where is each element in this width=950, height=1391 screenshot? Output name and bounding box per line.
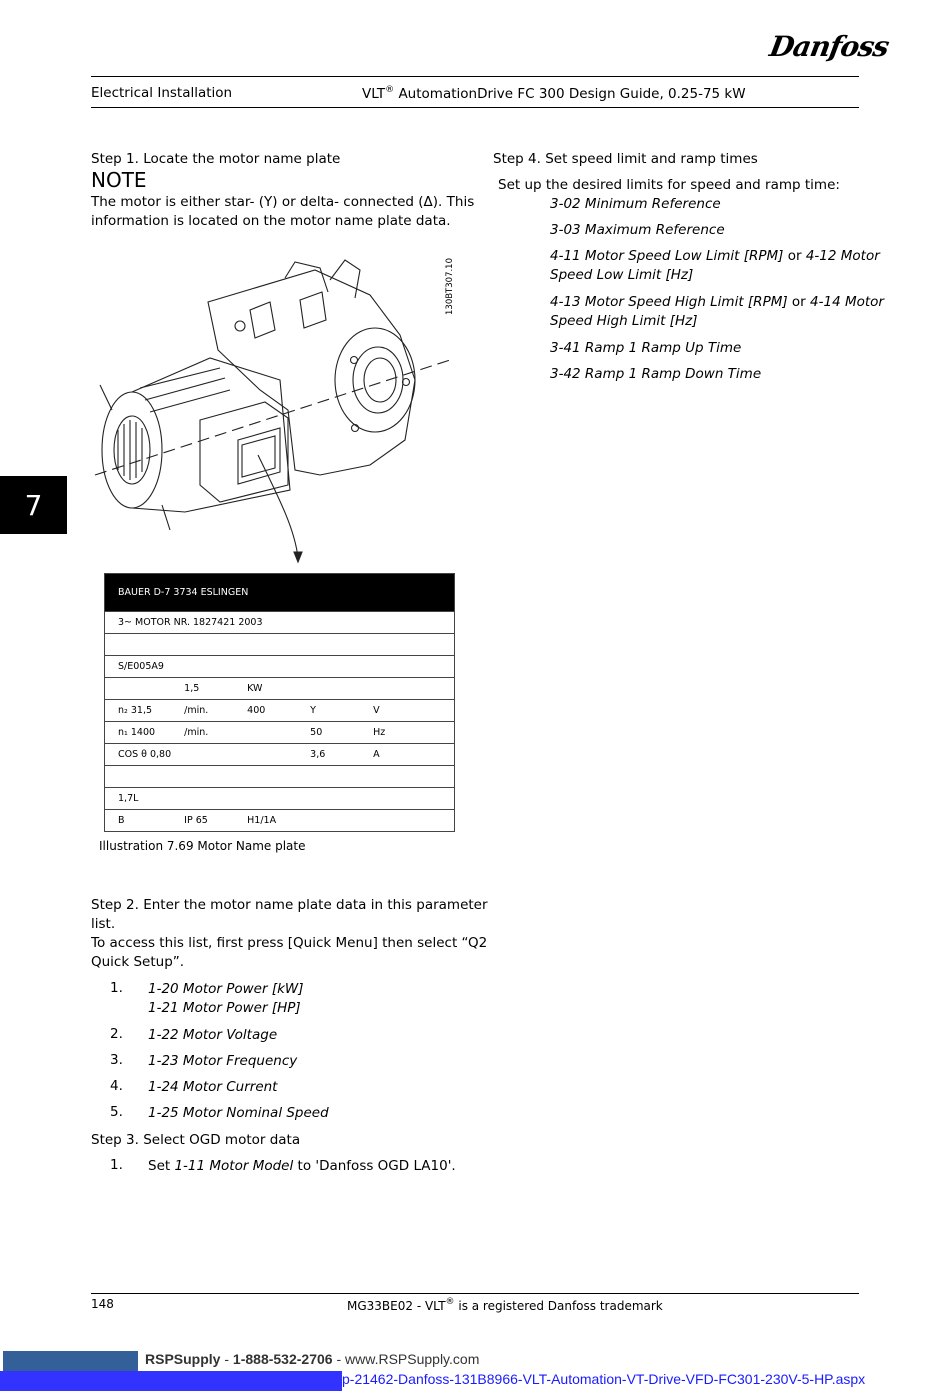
cell: Y bbox=[297, 700, 360, 722]
page-number: 148 bbox=[91, 1297, 114, 1311]
param-1-22: 1-22 Motor Voltage bbox=[148, 1027, 278, 1043]
cell bbox=[234, 744, 297, 766]
cell bbox=[105, 766, 455, 788]
param-4-12-cont: Speed Low Limit [Hz] bbox=[550, 267, 694, 283]
cell: 400 bbox=[234, 700, 297, 722]
cell: Hz bbox=[360, 722, 454, 744]
cell: /min. bbox=[171, 700, 234, 722]
rsp-contact: RSPSupply - 1-888-532-2706 - www.RSPSupply.com bbox=[145, 1351, 480, 1367]
cell bbox=[105, 634, 455, 656]
cell bbox=[105, 678, 172, 700]
list-number: 2. bbox=[110, 1026, 123, 1042]
list-number: 1. bbox=[110, 980, 123, 996]
step1-heading: Step 1. Locate the motor name plate bbox=[91, 151, 341, 167]
rsp-product-link[interactable] bbox=[0, 1371, 950, 1391]
cell bbox=[360, 810, 454, 832]
cell: n₂ 31,5 bbox=[105, 700, 172, 722]
note-line-2: information is located on the motor name plate data. bbox=[91, 213, 451, 229]
cell: n₁ 1400 bbox=[105, 722, 172, 744]
cell: 3~ MOTOR NR. 1827421 2003 bbox=[105, 612, 455, 634]
cell bbox=[234, 722, 297, 744]
param-4-11-line: 4-11 Motor Speed Low Limit [RPM] or 4-12 Motor bbox=[550, 248, 880, 264]
danfoss-logo: Danfoss bbox=[767, 30, 891, 63]
product-url[interactable]: p-21462-Danfoss-131B8966-VLT-Automation-VT-Drive-VFD-FC301-230V-5-HP.aspx bbox=[342, 1371, 866, 1387]
header-bottom-rule bbox=[91, 107, 859, 108]
cell: B bbox=[105, 810, 172, 832]
note-title: NOTE bbox=[91, 168, 147, 192]
step3-heading: Step 3. Select OGD motor data bbox=[91, 1132, 301, 1148]
cell: S/E005A9 bbox=[105, 656, 455, 678]
param-4-13-line: 4-13 Motor Speed High Limit [RPM] or 4-14 Motor bbox=[550, 294, 884, 310]
chapter-tab: 7 bbox=[0, 476, 67, 534]
cell bbox=[297, 678, 360, 700]
step4-heading: Step 4. Set speed limit and ramp times bbox=[493, 151, 758, 167]
table-row bbox=[105, 634, 455, 656]
list-number: 3. bbox=[110, 1052, 123, 1068]
table-row bbox=[105, 612, 455, 634]
cell: H1/1A bbox=[234, 810, 297, 832]
param-1-25: 1-25 Motor Nominal Speed bbox=[148, 1105, 329, 1121]
cell: 3,6 bbox=[297, 744, 360, 766]
param-3-03: 3-03 Maximum Reference bbox=[550, 222, 725, 238]
step2-heading-line-2: list. bbox=[91, 916, 116, 932]
cell: 1,5 bbox=[171, 678, 234, 700]
url-mask bbox=[0, 1371, 342, 1391]
cell: IP 65 bbox=[171, 810, 234, 832]
table-row bbox=[105, 700, 455, 722]
note-line-1: The motor is either star- (Y) or delta- connected (Δ). This bbox=[91, 194, 475, 210]
section-title: Electrical Installation bbox=[91, 85, 233, 101]
document-title: VLT® AutomationDrive FC 300 Design Guide, 0.25-75 kW bbox=[362, 85, 746, 102]
table-row bbox=[105, 656, 455, 678]
motor-illustration bbox=[90, 240, 470, 570]
nameplate-header: BAUER D-7 3734 ESLINGEN bbox=[105, 574, 455, 612]
step3-instruction: Set 1-11 Motor Model to 'Danfoss OGD LA10'. bbox=[148, 1158, 456, 1174]
param-4-14-cont: Speed High Limit [Hz] bbox=[550, 313, 698, 329]
cell: /min. bbox=[171, 722, 234, 744]
cell: COS θ 0,80 bbox=[105, 744, 172, 766]
footer-rule bbox=[91, 1293, 859, 1294]
param-3-42: 3-42 Ramp 1 Ramp Down Time bbox=[550, 366, 762, 382]
footer-trademark: MG33BE02 - VLT® is a registered Danfoss trademark bbox=[347, 1297, 663, 1313]
step2-body-line-1: To access this list, first press [Quick Menu] then select “Q2 bbox=[91, 935, 488, 951]
cell: 50 bbox=[297, 722, 360, 744]
table-row bbox=[105, 810, 455, 832]
param-1-20: 1-20 Motor Power [kW] bbox=[148, 981, 304, 997]
param-1-24: 1-24 Motor Current bbox=[148, 1079, 278, 1095]
param-3-02: 3-02 Minimum Reference bbox=[550, 196, 721, 212]
table-row bbox=[105, 744, 455, 766]
cell: V bbox=[360, 700, 454, 722]
drawing-code: 130BT307.10 bbox=[445, 258, 455, 315]
cell bbox=[360, 678, 454, 700]
cell: A bbox=[360, 744, 454, 766]
list-number: 5. bbox=[110, 1104, 123, 1120]
param-3-41: 3-41 Ramp 1 Ramp Up Time bbox=[550, 340, 742, 356]
table-row bbox=[105, 722, 455, 744]
step2-heading-line-1: Step 2. Enter the motor name plate data in this parameter bbox=[91, 897, 488, 913]
cell: KW bbox=[234, 678, 297, 700]
cell bbox=[171, 744, 234, 766]
list-number: 1. bbox=[110, 1157, 123, 1173]
cell: 1,7L bbox=[105, 788, 455, 810]
cell bbox=[297, 810, 360, 832]
table-row bbox=[105, 766, 455, 788]
list-number: 4. bbox=[110, 1078, 123, 1094]
header-top-rule bbox=[91, 76, 859, 77]
table-row bbox=[105, 678, 455, 700]
param-1-21: 1-21 Motor Power [HP] bbox=[148, 1000, 301, 1016]
nameplate-header-row bbox=[105, 574, 455, 612]
nameplate-table bbox=[104, 573, 455, 832]
step2-body-line-2: Quick Setup”. bbox=[91, 954, 185, 970]
step4-intro: Set up the desired limits for speed and ramp time: bbox=[498, 177, 840, 193]
table-row bbox=[105, 788, 455, 810]
param-1-23: 1-23 Motor Frequency bbox=[148, 1053, 298, 1069]
illustration-caption: Illustration 7.69 Motor Name plate bbox=[99, 839, 306, 853]
